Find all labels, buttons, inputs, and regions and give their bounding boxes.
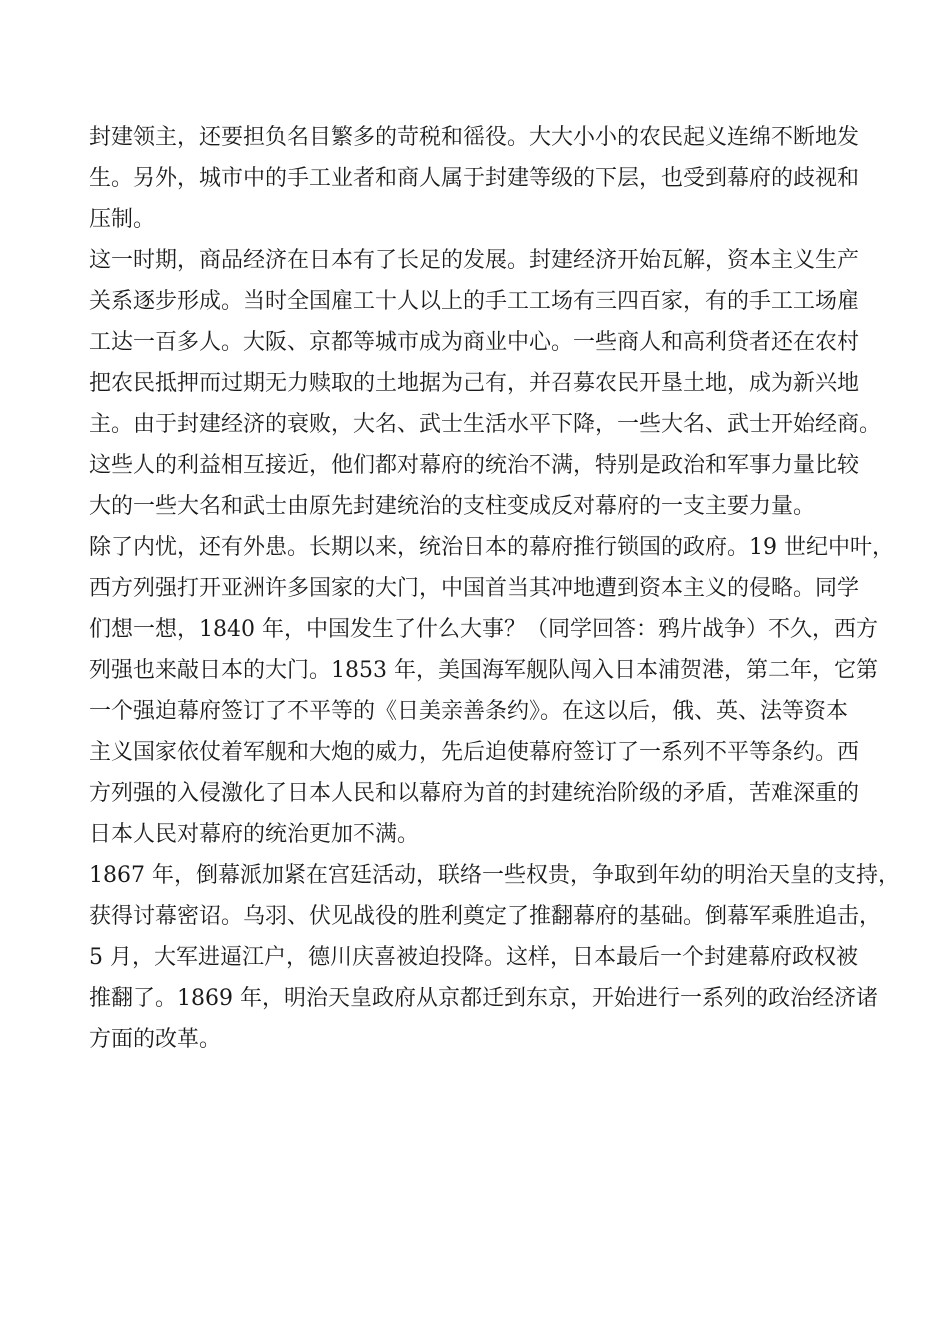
paragraph-1 bbox=[89, 117, 889, 240]
text-line: 这一时期，商品经济在日本有了长足的发展。封建经济开始瓦解，资本主义生产 bbox=[89, 248, 860, 273]
text-line: 生。另外，城市中的手工业者和商人属于封建等级的下层，也受到幕府的歧视和 bbox=[89, 166, 860, 191]
text-line: 把农民抵押而过期无力赎取的土地据为己有，并召募农民开垦土地，成为新兴地 bbox=[89, 371, 860, 396]
body-text bbox=[89, 117, 900, 1060]
text-line: 除了内忧，还有外患。长期以来，统治日本的幕府推行锁国的政府。19 世纪中叶， bbox=[89, 535, 894, 560]
paragraph-2 bbox=[89, 240, 889, 527]
text-line: 们想一想，1840 年，中国发生了什么大事？（同学回答：鸦片战争）不久，西方 bbox=[89, 617, 878, 642]
text-line: 5 月，大军进逼江户，德川庆喜被迫投降。这样，日本最后一个封建幕府政权被 bbox=[89, 945, 858, 970]
paragraph-4 bbox=[89, 855, 900, 1060]
text-line: 封建领主，还要担负名目繁多的苛税和徭役。大大小小的农民起义连绵不断地发 bbox=[89, 125, 860, 150]
text-line: 主。由于封建经济的衰败，大名、武士生活水平下降，一些大名、武士开始经商。 bbox=[89, 412, 882, 437]
text-line: 方列强的入侵激化了日本人民和以幕府为首的封建统治阶级的矛盾，苦难深重的 bbox=[89, 781, 860, 806]
text-line: 关系逐步形成。当时全国雇工十人以上的手工工场有三四百家，有的手工工场雇 bbox=[89, 289, 860, 314]
text-line: 一个强迫幕府签订了不平等的《日美亲善条约》。在这以后，俄、英、法等资本 bbox=[89, 699, 849, 724]
text-line: 方面的改革。 bbox=[89, 1027, 222, 1052]
paragraph-3 bbox=[89, 527, 894, 855]
text-line: 列强也来敲日本的大门。1853 年，美国海军舰队闯入日本浦贺港，第二年，它第 bbox=[89, 658, 878, 683]
text-line: 压制。 bbox=[89, 207, 156, 232]
text-line: 这些人的利益相互接近，他们都对幕府的统治不满，特别是政治和军事力量比较 bbox=[89, 453, 860, 478]
text-line: 获得讨幕密诏。乌羽、伏见战役的胜利奠定了推翻幕府的基础。倒幕军乘胜追击， bbox=[89, 904, 882, 929]
text-line: 大的一些大名和武士由原先封建统治的支柱变成反对幕府的一支主要力量。 bbox=[89, 494, 816, 519]
text-line: 日本人民对幕府的统治更加不满。 bbox=[89, 822, 420, 847]
text-line: 西方列强打开亚洲许多国家的大门，中国首当其冲地遭到资本主义的侵略。同学 bbox=[89, 576, 860, 601]
text-line: 工达一百多人。大阪、京都等城市成为商业中心。一些商人和高利贷者还在农村 bbox=[89, 330, 860, 355]
text-line: 1867 年，倒幕派加紧在宫廷活动，联络一些权贵，争取到年幼的明治天皇的支持， bbox=[89, 863, 900, 888]
text-line: 主义国家依仗着军舰和大炮的威力，先后迫使幕府签订了一系列不平等条约。西 bbox=[89, 740, 860, 765]
text-line: 推翻了。1869 年，明治天皇政府从京都迁到东京，开始进行一系列的政治经济诸 bbox=[89, 986, 878, 1011]
